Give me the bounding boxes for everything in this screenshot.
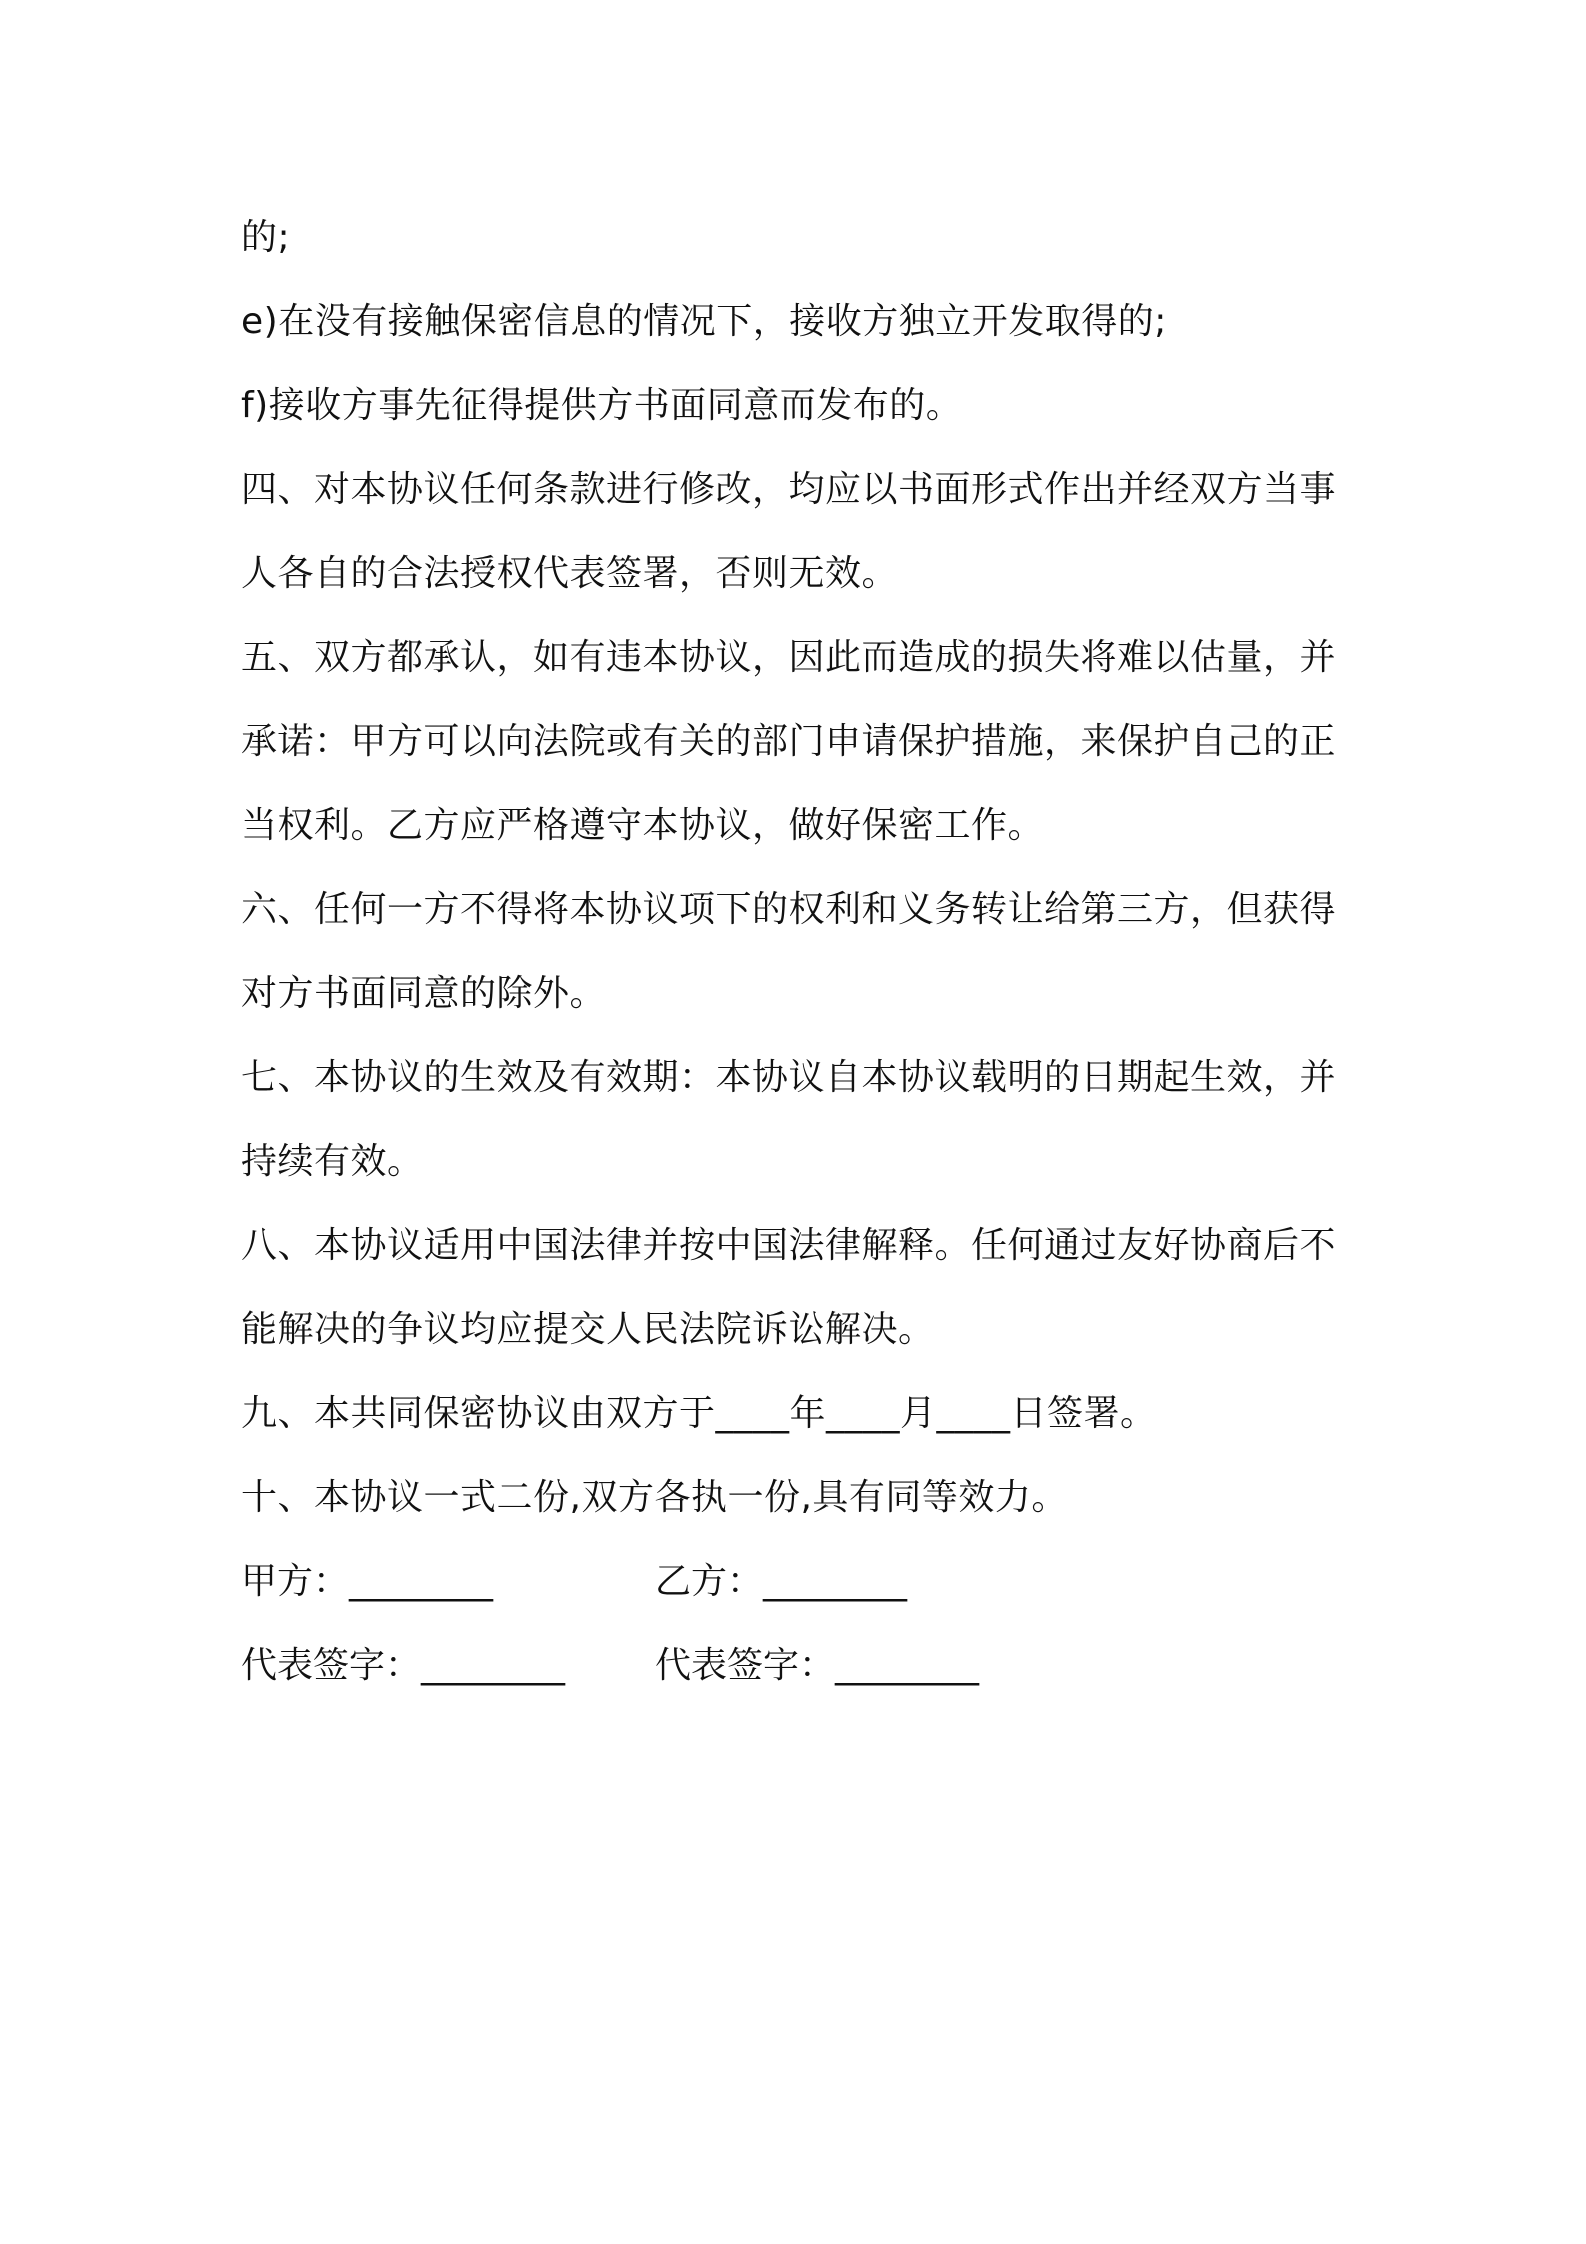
signature-row-party [241,1540,1351,1624]
text-line: 人各自的合法授权代表签署，否则无效。 [241,553,899,594]
party-b-signature: 乙方：________ [655,1561,908,1602]
text-line: 六、任何一方不得将本协议项下的权利和义务转让给第三方，但获得 [241,889,1337,930]
party-a-signature: 甲方：________ [241,1561,494,1602]
text-line: 能解决的争议均应提交人民法院诉讼解决。 [241,1309,935,1350]
text-line: 五、双方都承认，如有违本协议，因此而造成的损失将难以估量，并 [241,637,1337,678]
representative-a-signature: 代表签字：________ [241,1645,566,1686]
text-line: 持续有效。 [241,1141,424,1182]
text-line: 承诺：甲方可以向法院或有关的部门申请保护措施，来保护自己的正 [241,721,1337,762]
text-line: 七、本协议的生效及有效期：本协议自本协议载明的日期起生效，并 [241,1057,1337,1098]
text-line: 四、对本协议任何条款进行修改，均应以书面形式作出并经双方当事 [241,469,1337,510]
text-line: 八、本协议适用中国法律并按中国法律解释。任何通过友好协商后不 [241,1225,1337,1266]
signature-row-representative [241,1624,1351,1708]
text-line: f)接收方事先征得提供方书面同意而发布的。 [241,385,963,426]
text-line: 十、本协议一式二份,双方各执一份,具有同等效力。 [241,1477,1068,1518]
text-line: 对方书面同意的除外。 [241,973,607,1014]
representative-b-signature: 代表签字：________ [655,1645,980,1686]
document-body [241,196,1351,1708]
text-line: 九、本共同保密协议由双方于____年____月____日签署。 [241,1393,1157,1434]
text-line: 当权利。乙方应严格遵守本协议，做好保密工作。 [241,805,1045,846]
text-line: 的; [241,217,291,258]
text-line: e)在没有接触保密信息的情况下，接收方独立开发取得的; [241,301,1167,342]
